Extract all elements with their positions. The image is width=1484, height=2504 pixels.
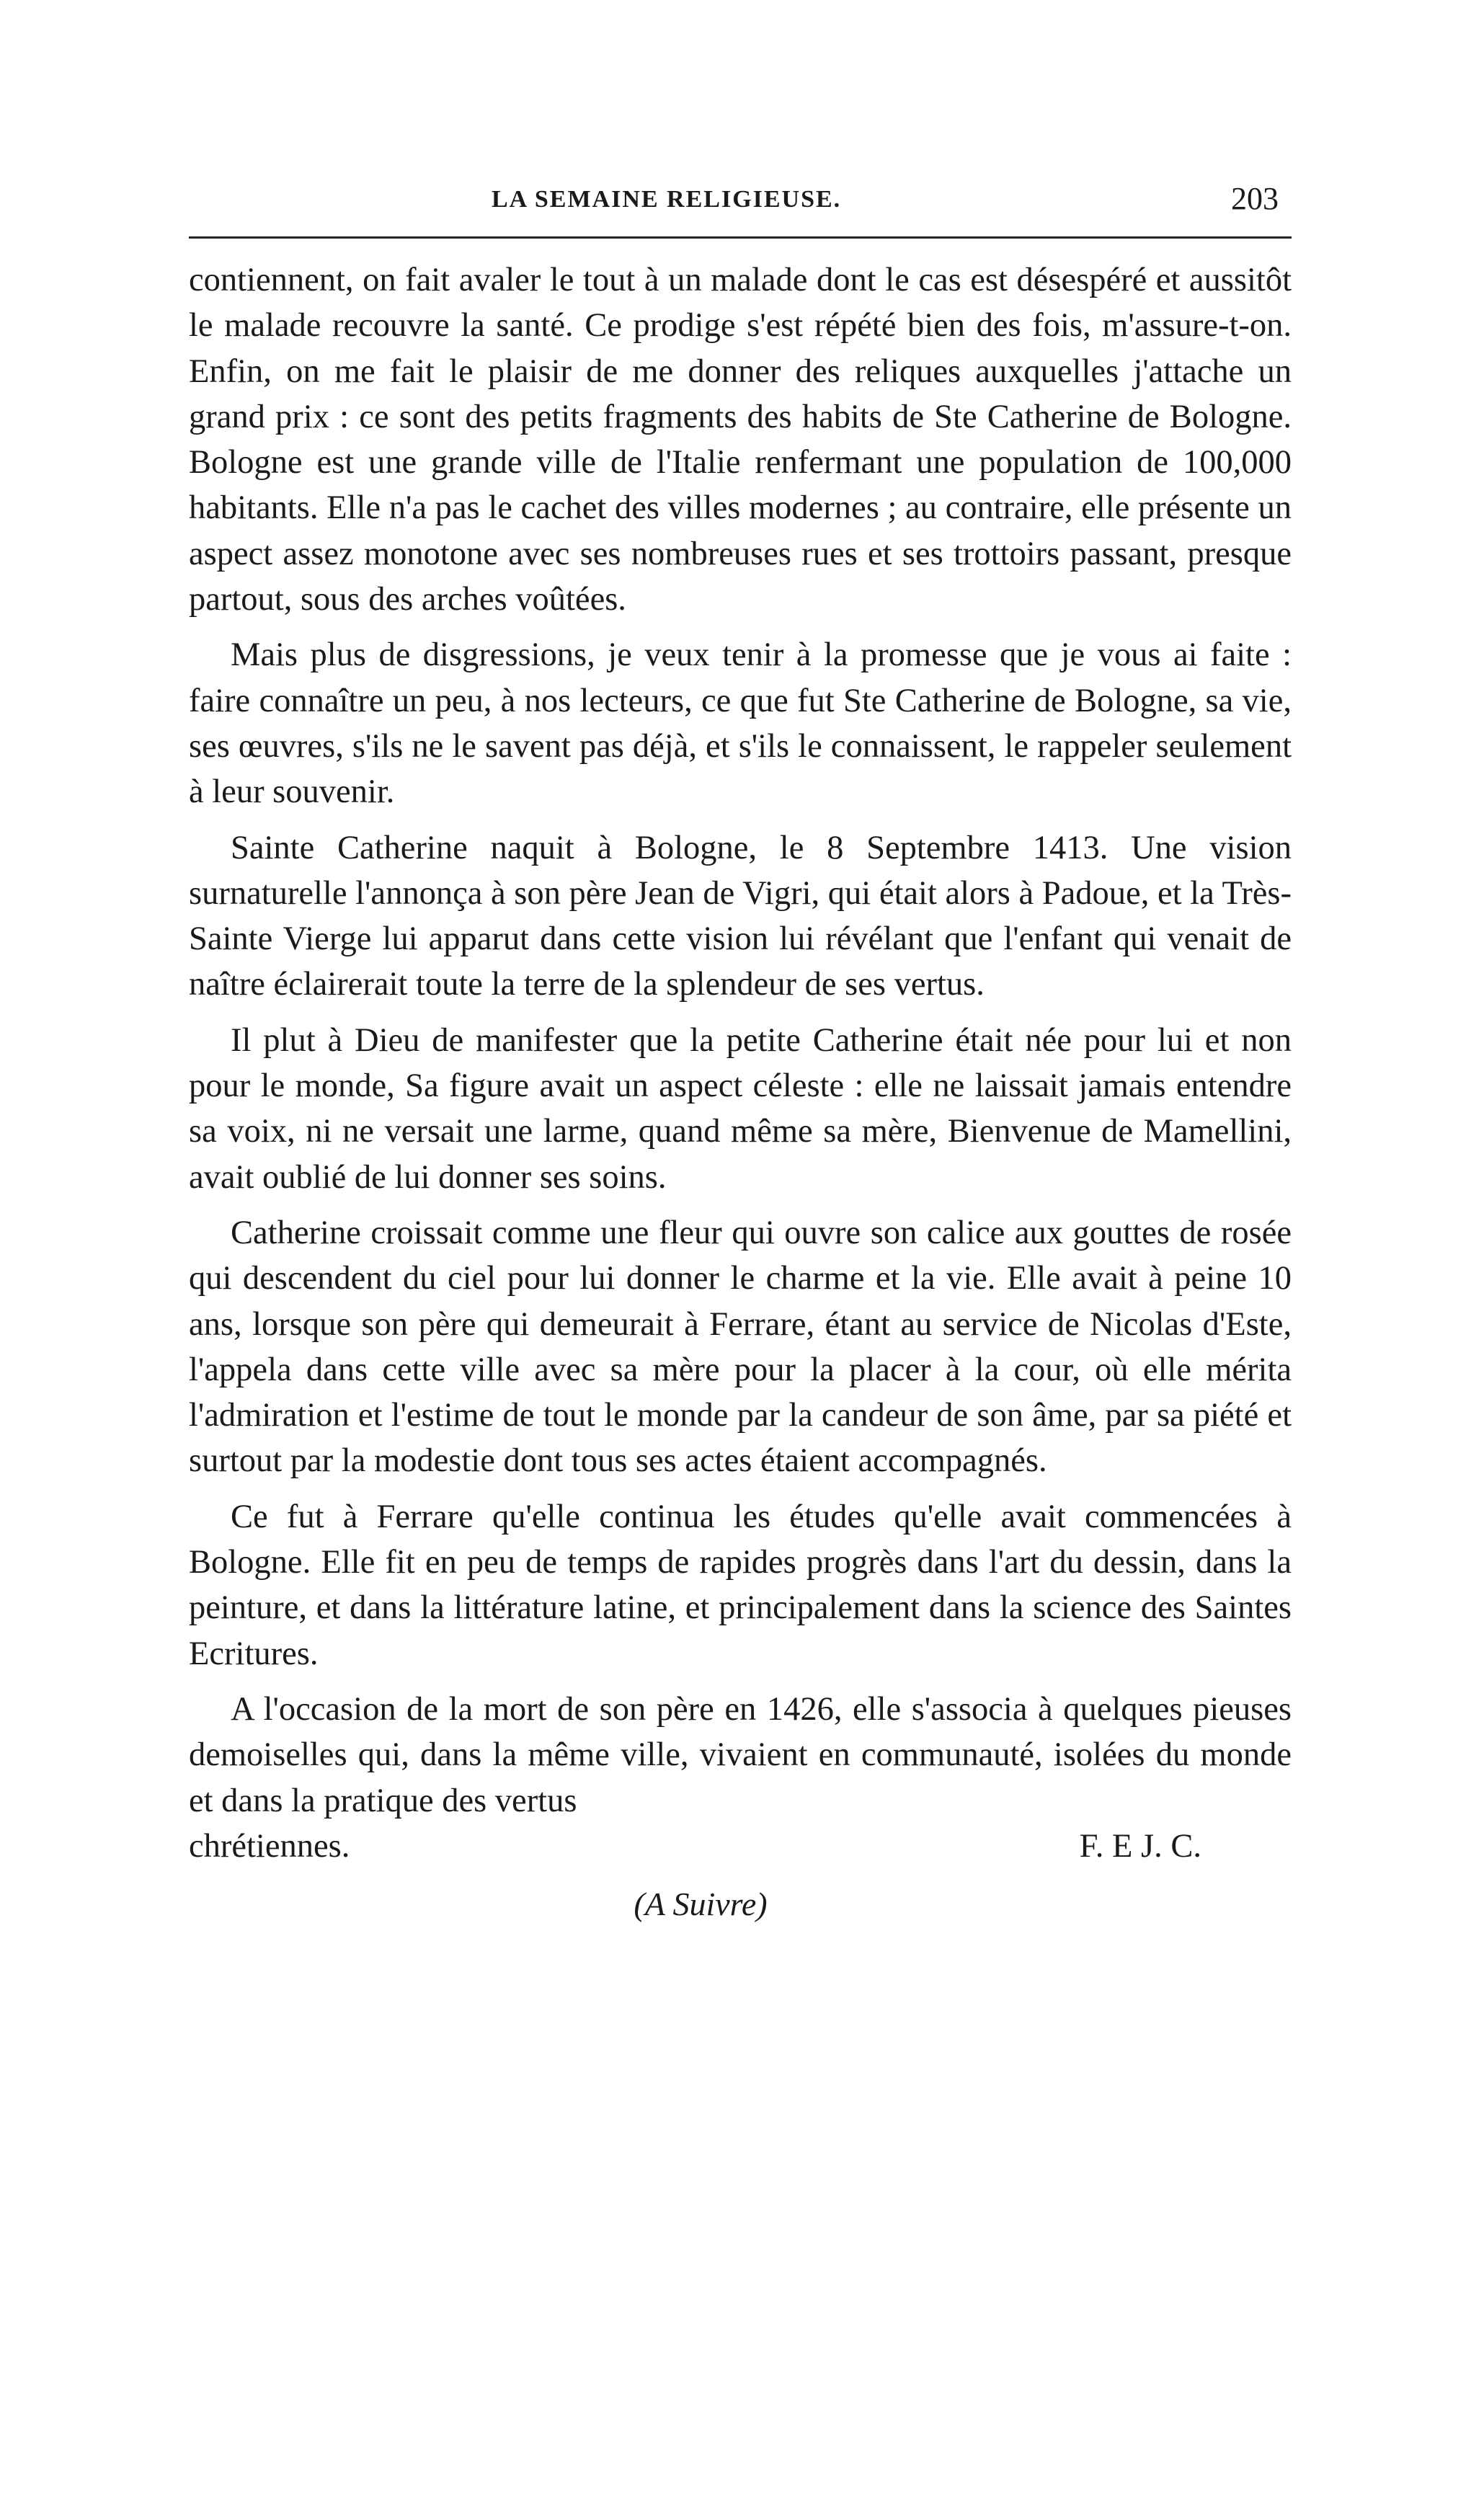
paragraph-3: Sainte Catherine naquit à Bologne, le 8 Septembre 1413. Une vision surnaturelle l'annonça à son père Jean de Vigri, qui était alors à Padoue, et la Très-Sainte Vierge lui apparut dans cette vision lui révélant que l'enfant qui venait de naître éclairerait toute la terre de la splendeur de ses vertus.	[189, 829, 1292, 1003]
header-rule	[189, 236, 1292, 239]
running-title: LA SEMAINE RELIGIEUSE.	[492, 186, 842, 213]
page	[189, 180, 1292, 1923]
closing-words: chrétiennes.	[189, 1827, 350, 1865]
author-signature: F. E J. C.	[1079, 1827, 1201, 1865]
running-head	[189, 180, 1292, 223]
paragraph-4: Il plut à Dieu de manifester que la petite Catherine était née pour lui et non pour le monde, Sa figure avait un aspect céleste : elle ne laissait jamais entendre sa voix, ni ne versait une larme, quand même sa mère, Bienvenue de Mamellini, avait oublié de lui donner ses soins.	[189, 1021, 1292, 1196]
paragraph-6: Ce fut à Ferrare qu'elle continua les études qu'elle avait commencées à Bologne. Elle fit en peu de temps de rapides progrès dans l'art du dessin, dans la peinture, et dans la littérature latine, et principalement dans la science des Saintes Ecritures.	[189, 1498, 1292, 1672]
paragraph-1: contiennent, on fait avaler le tout à un malade dont le cas est désespéré et aussitôt le malade recouvre la santé. Ce prodige s'est répété bien des fois, m'assure-t-on. Enfin, on me fait le plaisir de me donner des reliques auxquelles j'attache un grand prix : ce sont des petits fragments des habits de Ste Catherine de Bologne. Bologne est une grande ville de l'Italie renfermant une population de 100,000 habitants. Elle n'a pas le cachet des villes modernes ; au contraire, elle présente un aspect assez monotone avec ses nombreuses rues et ses trottoirs passant, presque partout, sous des arches voûtées.	[189, 262, 1292, 618]
paragraph-7: A l'occasion de la mort de son père en 1426, elle s'associa à quelques pieuses demoiselles qui, dans la même ville, vivaient en communauté, isolées du monde et dans la pratique des vertus	[189, 1690, 1292, 1819]
continuation-note: (A Suivre)	[634, 1885, 768, 1922]
paragraph-2: Mais plus de disgressions, je veux tenir à la promesse que je vous ai faite : faire connaître un peu, à nos lecteurs, ce que fut Ste Catherine de Bologne, sa vie, ses œuvres, s'ils ne le savent pas déjà, et s'ils le connaissent, le rappeler seulement à leur souvenir.	[189, 636, 1292, 811]
closing-line	[189, 1824, 1292, 1869]
page-number: 203	[1231, 181, 1279, 216]
paragraph-5: Catherine croissait comme une fleur qui ouvre son calice aux gouttes de rosée qui descendent du ciel pour lui donner le charme et la vie. Elle avait à peine 10 ans, lorsque son père qui demeurait à Ferrare, étant au service de Nicolas d'Este, l'appela dans cette ville avec sa mère pour la placer à la cour, où elle mérita l'admiration et l'estime de tout le monde par la candeur de son âme, par sa piété et surtout par la modestie dont tous ses actes étaient accompagnés.	[189, 1214, 1292, 1480]
